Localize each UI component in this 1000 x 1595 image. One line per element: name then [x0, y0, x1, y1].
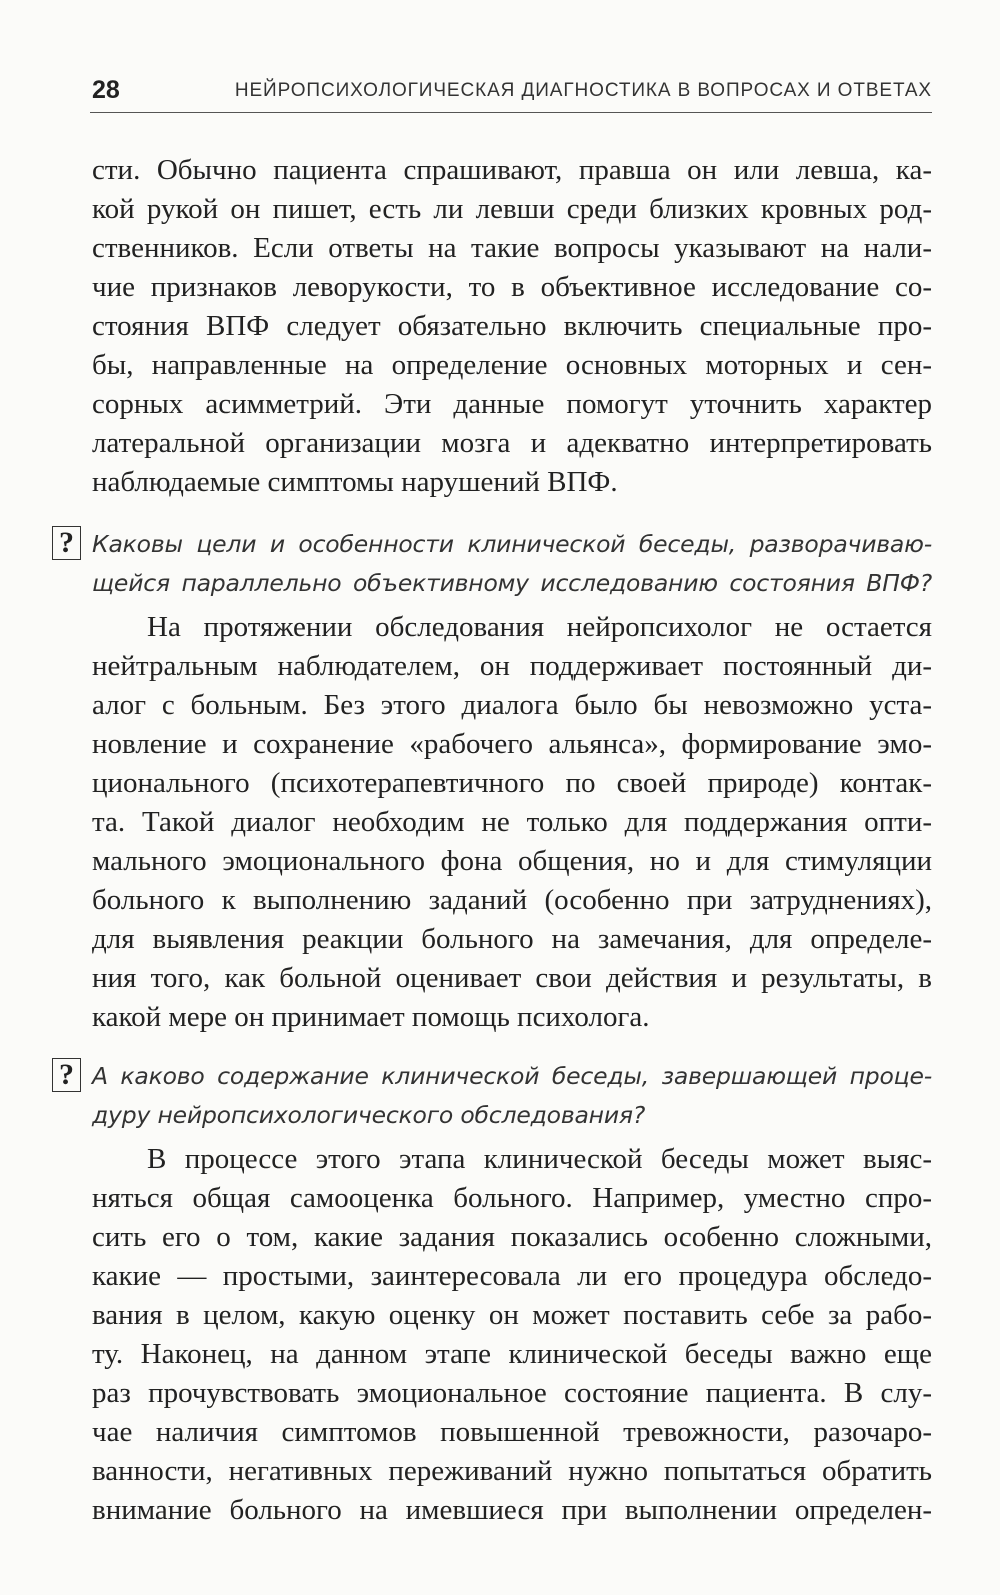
answer-1-line: для выявления реакции больного на замечания, для определе-	[92, 923, 932, 955]
question-2-line: дуру нейропсихологического обследования?	[92, 1101, 646, 1129]
answer-1-line: нейтральным наблюдателем, он поддерживает постоянный ди-	[92, 650, 932, 682]
answer-2-line: ту. Наконец, на данном этапе клинической беседы важно еще	[92, 1338, 932, 1370]
question-mark-icon: ?	[52, 526, 81, 560]
answer-2-line: В процессе этого этапа клинической беседы может выяс-	[147, 1143, 932, 1175]
page-number: 28	[92, 76, 120, 104]
answer-1-line: новление и сохранение «рабочего альянса», формирование эмо-	[92, 728, 932, 760]
answer-2-line: вания в целом, какую оценку он может поставить себе за рабо-	[92, 1299, 932, 1331]
paragraph-1-line: ственников. Если ответы на такие вопросы указывают на нали-	[92, 232, 932, 264]
question-mark-icon: ?	[52, 1058, 81, 1092]
answer-2-line: чае наличия симптомов повышенной тревожности, разочаро-	[92, 1416, 932, 1448]
answer-1-line: какой мере он принимает помощь психолога.	[92, 1001, 650, 1033]
paragraph-1-line: сти. Обычно пациента спрашивают, правша он или левша, ка-	[92, 154, 932, 186]
paragraph-1-line: наблюдаемые симптомы нарушений ВПФ.	[92, 466, 618, 498]
answer-1-line: На протяжении обследования нейропсихолог не остается	[147, 611, 932, 643]
answer-2-line: ванности, негативных переживаний нужно попытаться обратить	[92, 1455, 932, 1487]
answer-2-line: какие — простыми, заинтересовала ли его процедура обследо-	[92, 1260, 932, 1292]
paragraph-1-line: сорных асимметрий. Эти данные помогут уточнить характер	[92, 388, 932, 420]
answer-1-line: алог с больным. Без этого диалога было бы невозможно уста-	[92, 689, 932, 721]
answer-1-line: ния того, как больной оценивает свои действия и результаты, в	[92, 962, 932, 994]
answer-2-line: няться общая самооценка больного. Например, уместно спро-	[92, 1182, 932, 1214]
running-header	[90, 72, 932, 113]
paragraph-1-line: бы, направленные на определение основных моторных и сен-	[92, 349, 932, 381]
question-1-line: Каковы цели и особенности клинической беседы, разворачиваю-	[92, 530, 932, 558]
running-title: НЕЙРОПСИХОЛОГИЧЕСКАЯ ДИАГНОСТИКА В ВОПРОСАХ И ОТВЕТАХ	[234, 80, 932, 101]
paragraph-1-line: стояния ВПФ следует обязательно включить специальные про-	[92, 310, 932, 342]
answer-1-line: мального эмоционального фона общения, но и для стимуляции	[92, 845, 932, 877]
answer-2-line: внимание больного на имевшиеся при выполнении определен-	[92, 1494, 932, 1526]
answer-1-line: ционального (психотерапевтичного по своей природе) контак-	[92, 767, 932, 799]
paragraph-1-line: кой рукой он пишет, есть ли левши среди близких кровных род-	[92, 193, 932, 225]
question-1-line: щейся параллельно объективному исследованию состояния ВПФ?	[92, 569, 932, 597]
paragraph-1-line: чие признаков леворукости, то в объективное исследование со-	[92, 271, 932, 303]
answer-2-line: раз прочувствовать эмоциональное состояние пациента. В слу-	[92, 1377, 932, 1409]
answer-1-line: та. Такой диалог необходим не только для поддержания опти-	[92, 806, 932, 838]
paragraph-1-line: латеральной организации мозга и адекватно интерпретировать	[92, 427, 932, 459]
answer-1-line: больного к выполнению заданий (особенно при затруднениях),	[92, 884, 932, 916]
answer-2-line: сить его о том, какие задания показались особенно сложными,	[92, 1221, 932, 1253]
question-2-line: А каково содержание клинической беседы, завершающей проце-	[92, 1062, 932, 1090]
